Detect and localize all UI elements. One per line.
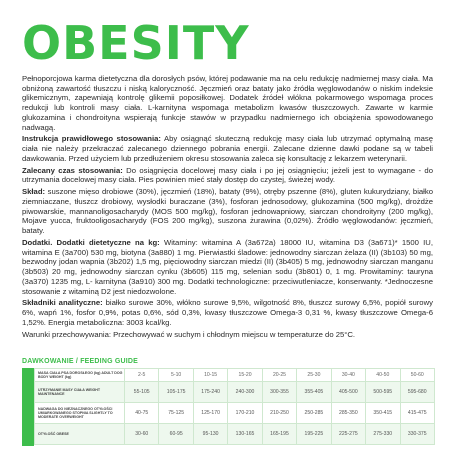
row-label: OTYŁOŚĆ OBESE [35, 424, 125, 445]
table-cell: 105-175 [159, 382, 193, 403]
table-cell: 240-300 [228, 382, 262, 403]
header-label: MASA CIAŁA PSA DOROSŁEGO (kg) ADULT DOG BODY WEIGHT (kg) [35, 369, 125, 382]
table-cell: 500-595 [366, 382, 400, 403]
table-cell: 75-125 [159, 403, 193, 424]
additives-paragraph [22, 238, 433, 296]
table-header-row [35, 369, 435, 382]
table-cell: 355-405 [297, 382, 331, 403]
table-cell: 595-680 [400, 382, 435, 403]
table-cell: 350-415 [366, 403, 400, 424]
table-cell: 130-165 [228, 424, 262, 445]
table-row [35, 382, 435, 403]
table-cell: 40-75 [125, 403, 159, 424]
table-cell: 415-475 [400, 403, 435, 424]
usage-label: Instrukcja prawidłowego stosowania: [22, 134, 161, 144]
column-header: 15-20 [228, 369, 262, 382]
table-cell: 300-355 [262, 382, 296, 403]
period-paragraph [22, 166, 433, 185]
additives-text: Witaminy: witamina A (3a672a) 18000 IU, witamina D3 (3a671)* 1500 IU, witamina E (3a700) 530 mg, biotyna (3a880) 1 mg. Pierwiastki śladowe: jednowodny siarczan żelaza (II) (3b103) 50 mg, bezwodny jodan wapnia (3b202) 1,5 mg, pięciowodny siarczan miedzi (II) (3b405) 5 mg, jednowodny siarczan manganu (3b503) 20 mg, jednowodny siarczan cynku (3b605) 115 mg, selenian sodu (3b801) 0, 1 mg. Prowitaminy: tauryna (3a370) 1235 mg, L- karnityna (3a910) 300 mg. Dodatki technologiczne: przeciwutleniacze, konserwanty. *Jednoczesne stosowanie z witaminą D2 jest niedozwolone. [22, 238, 433, 296]
table-cell: 195-225 [297, 424, 331, 445]
additives-label: Dodatki. Dodatki dietetyczne na kg: [22, 238, 160, 247]
column-header: 40-50 [366, 369, 400, 382]
composition-label: Skład: [22, 187, 46, 197]
table-row [35, 424, 435, 445]
table-cell: 175-240 [193, 382, 227, 403]
description-block [22, 74, 433, 342]
feeding-guide-heading: DAWKOWANIE / FEEDING GUIDE [22, 358, 139, 365]
column-header: 5-10 [159, 369, 193, 382]
table-row [35, 403, 435, 424]
period-text: Do osiągnięcia docelowej masy ciała i po jej osiągnięciu; jeżeli jest to wymagane - do utrzymania docelowej masy ciała. Pies powinien mieć stały dostęp do czystej, świeżej wody. [22, 165, 433, 185]
row-label: NADWAGA DO NIEZNACZNEGO OTYŁOŚCI UMIARKOWANEGO STOPNIA SLIGHTLY TO MODERATE OVERWEIGHT [35, 403, 125, 424]
composition-text: suszone mięso drobiowe (30%), jęczmień (18%), bataty (9%), otręby pszenne (8%), gluten kukurydziany, białko ziemniaczane, tłuszcz drobiowy, wysłodki buraczane (3%), fosforan jednosodowy, glukozamina (500 mg/kg), drożdże piwowarskie, mannanoligosacharydy (MOS 500 mg/kg), fosforan jednowapniowy, siarczan chondroityny (200 mg/kg), Mojave yucca, fruktooligosacharydy (FOS 200 mg/kg), suszona żurawina (0,02%). Źródło węglowodanów: jęczmień, bataty. [22, 187, 433, 236]
table-cell: 275-330 [366, 424, 400, 445]
storage-paragraph: Warunki przechowywania: Przechowywać w suchym i chłodnym miejscu w temperaturze do 25°C. [22, 329, 356, 339]
table-cell: 95-130 [193, 424, 227, 445]
table-cell: 405-500 [331, 382, 365, 403]
analytics-paragraph [22, 298, 433, 327]
analytics-label: Składniki analityczne: [22, 298, 103, 308]
table-cell: 210-250 [262, 403, 296, 424]
usage-paragraph [22, 134, 433, 163]
column-header: 2-5 [125, 369, 159, 382]
table-cell: 165-195 [262, 424, 296, 445]
page-title: OBESITY [22, 16, 250, 70]
column-header: 50-60 [400, 369, 435, 382]
table-cell: 170-210 [228, 403, 262, 424]
table-cell: 55-105 [125, 382, 159, 403]
column-header: 25-30 [297, 369, 331, 382]
table-cell: 125-170 [193, 403, 227, 424]
table-cell: 330-375 [400, 424, 435, 445]
usage-text: Aby osiągnąć skuteczną redukcję masy ciała lub utrzymać optymalną masę ciała nie należy przekraczać zalecanego dziennego pobrania energii. Zalecane dzienne dawki podane są w tabeli dawkowania. Przed użyciem lub przedłużeniem okresu stosowania zaleca się konsultację z lekarzem weterynarii. [22, 134, 433, 163]
column-header: 20-25 [262, 369, 296, 382]
analytics-text: białko surowe 30%, włókno surowe 9,5%, wilgotność 8%, tłuszcz surowy 6,5%, popiół surowy 6%, wapń 1%, fosfor 0,9%, potas 0,6%, sód 0,3%, kwasy tłuszczowe Omega-3 0,31 %, kwasy tłuszczowe Omega-6 1,52%. Energia metaboliczna: 3003 kcal/kg. [22, 298, 433, 327]
intro-paragraph: Pełnoporcjowa karma dietetyczna dla dorosłych psów, której podawanie ma na celu redukcję nadmiernej masy ciała. Ma obniżoną zawartość tłuszczu i niską kaloryczność. Jęczmień oraz bataty jako źródła węglowodanów o niskim indeksie glikemicznym, zapewniają kontrolę glikemii poposiłkowej. Dodatek źródeł włókna pokarmowego wspomaga proces redukcji lub kontroli masy ciała. L-karnityna wspomaga metabolizm kwasów tłuszczowych. Zawarte w karmie glukozamina i chondroityna wspierają funkcje stawów w przypadku nadmiernego ich obciążenia spowodowanego nadwagą. [22, 74, 433, 132]
table-cell: 60-95 [159, 424, 193, 445]
feeding-guide-table [34, 368, 435, 445]
feeding-guide [22, 368, 435, 446]
composition-paragraph [22, 187, 433, 236]
period-label: Zalecany czas stosowania: [22, 165, 123, 175]
table-cell: 225-275 [331, 424, 365, 445]
table-cell: 250-285 [297, 403, 331, 424]
row-label: UTRZYMANIE MASY CIAŁA WEIGHT MAINTENANCE [35, 382, 125, 403]
column-header: 10-15 [193, 369, 227, 382]
column-header: 30-40 [331, 369, 365, 382]
table-cell: 30-60 [125, 424, 159, 445]
table-cell: 285-350 [331, 403, 365, 424]
